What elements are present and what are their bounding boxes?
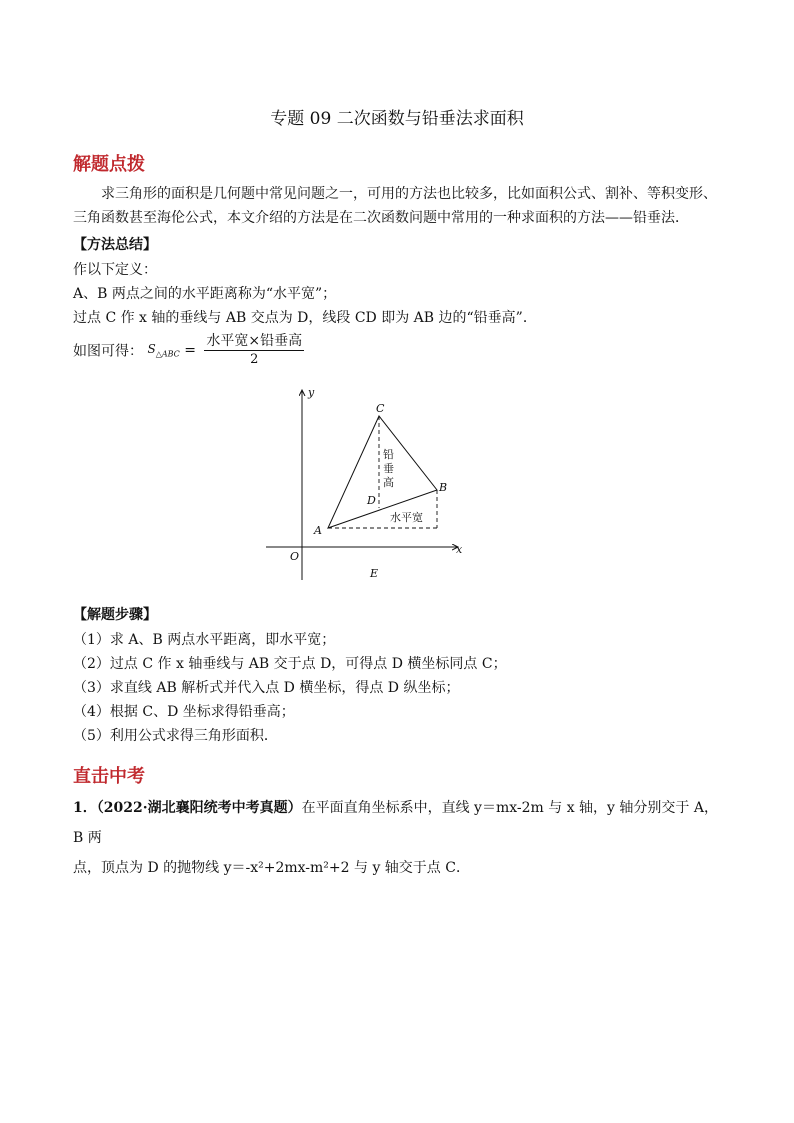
formula-prefix: 如图可得：	[73, 343, 143, 360]
problem-source: （2022·湖北襄阳统考中考真题）	[96, 800, 302, 816]
formula-fraction	[204, 333, 304, 368]
x-axis-label: x	[456, 543, 463, 556]
step-5: （5）利用公式求得三角形面积．	[73, 728, 278, 744]
step-4: （4）根据 C、D 坐标求得铅垂高；	[73, 704, 295, 720]
point-c-label: C	[376, 402, 385, 415]
formula-denominator: 2	[250, 352, 259, 367]
step-2: （2）过点 C 作 x 轴垂线与 AB 交于点 D，可得点 D 横坐标同点 C；	[73, 656, 507, 672]
problem-1-line-1	[73, 793, 723, 853]
definition-intro: 作以下定义：	[73, 262, 157, 278]
section-heading-exam: 直击中考	[73, 766, 145, 787]
vertical-height-diagram	[250, 380, 480, 590]
point-b-label: B	[439, 481, 448, 494]
point-a-label: A	[314, 524, 322, 537]
vertical-height-char-3: 高	[383, 476, 394, 489]
solution-steps-label: 【解题步骤】	[73, 607, 157, 623]
problem-number: 1．	[73, 800, 97, 816]
formula-area-symbol: $S_{\triangle ABC}$	[147, 342, 180, 359]
problem-text-line-2: 点，顶点为 D 的抛物线 y＝-x²+2mx-m²+2 与 y 轴交于点 C．	[73, 860, 470, 876]
section-heading-tips: 解题点拨	[73, 154, 145, 175]
problem-text-line-1: 在平面直角坐标系中，直线 y＝mx-2m 与 x 轴，y 轴分别交于 A，B 两	[73, 800, 718, 846]
vertical-height-char-1: 铅	[383, 448, 394, 461]
problem-1	[73, 793, 723, 883]
formula-numerator: 水平宽×铅垂高	[206, 333, 303, 349]
area-formula	[73, 333, 304, 367]
point-d-label: D	[367, 494, 376, 507]
intro-paragraph: 求三角形的面积是几何题中常见问题之一，可用的方法也比较多，比如面积公式、割补、等积变形、三角函数甚至海伦公式，本文介绍的方法是在二次函数问题中常用的一种求面积的方法——铅垂法．	[73, 186, 717, 226]
page-title: 专题 09 二次函数与铅垂法求面积	[270, 109, 524, 129]
y-axis-label: y	[308, 386, 315, 399]
definition-horizontal-width: A、B 两点之间的水平距离称为“水平宽”；	[73, 286, 337, 302]
origin-label: O	[290, 550, 300, 563]
vertical-height-char-2: 垂	[383, 462, 394, 475]
horizontal-width-label: 水平宽	[390, 511, 423, 524]
step-3: （3）求直线 AB 解析式并代入点 D 横坐标，得点 D 纵坐标；	[73, 680, 460, 696]
definition-vertical-height: 过点 C 作 x 轴的垂线与 AB 交点为 D，线段 CD 即为 AB 边的“铅垂高”．	[73, 310, 537, 326]
method-summary-label: 【方法总结】	[73, 237, 157, 253]
formula-equals: =	[184, 342, 196, 359]
step-1: （1）求 A、B 两点水平距离，即水平宽；	[73, 632, 336, 648]
point-e-label: E	[370, 567, 379, 580]
